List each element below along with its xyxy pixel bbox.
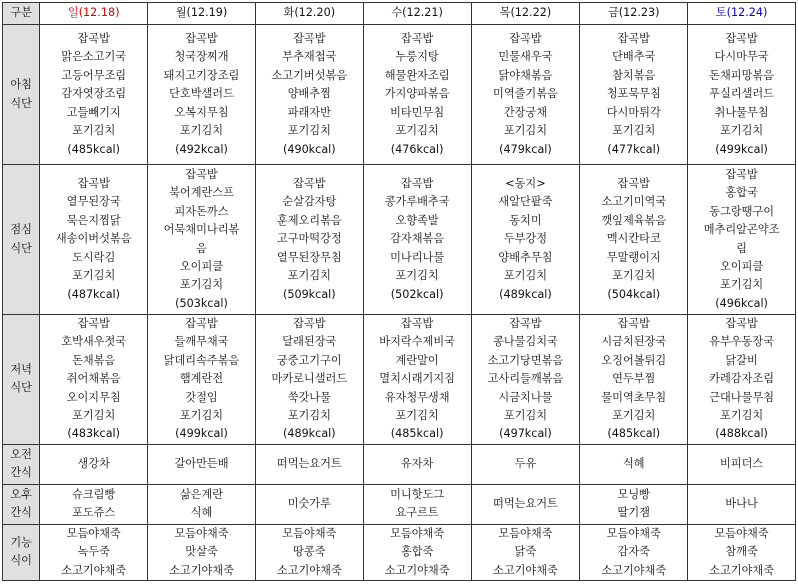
menu-cell bbox=[688, 25, 796, 165]
menu-item: 잡곡밥 bbox=[293, 177, 326, 191]
menu-item: 삶은계란 bbox=[179, 487, 224, 501]
menu-item: 비피더스 bbox=[719, 457, 764, 471]
menu-item: 도시락김 bbox=[72, 250, 116, 264]
menu-item: (496kcal) bbox=[715, 296, 768, 310]
menu-item: 포기김치 bbox=[719, 409, 764, 423]
menu-cell bbox=[688, 484, 796, 524]
menu-item: 깻잎제육볶음 bbox=[601, 213, 667, 227]
menu-item: 포기김치 bbox=[287, 269, 331, 283]
menu-item: 소고기야채죽 bbox=[493, 563, 558, 577]
menu-item: 감자엿장조림 bbox=[61, 87, 127, 101]
row-header-line: 기능 bbox=[10, 536, 32, 550]
menu-item: 소고기버섯볶음 bbox=[271, 68, 348, 82]
menu-cell bbox=[471, 25, 580, 165]
menu-item: 잡곡밥 bbox=[617, 177, 650, 191]
menu-item: 미니핫도그 bbox=[390, 487, 445, 501]
menu-item: 고들빼기지 bbox=[66, 105, 121, 119]
menu-item: 잡곡밥 bbox=[400, 317, 434, 330]
menu-item: 모듬야채죽 bbox=[606, 526, 661, 540]
menu-item: 모듬야채죽 bbox=[714, 526, 769, 540]
corner-header: 구분 bbox=[3, 3, 40, 25]
menu-item: 양배추무침 bbox=[498, 250, 553, 264]
menu-item: 쥐어채볶음 bbox=[66, 372, 121, 386]
menu-cell bbox=[688, 444, 796, 484]
row-header-line: 간식 bbox=[10, 466, 32, 480]
afternoon-snack-row bbox=[3, 484, 796, 524]
row-header bbox=[3, 524, 40, 580]
menu-item: 잡곡밥 bbox=[77, 32, 110, 46]
menu-item: 미나리나물 bbox=[390, 250, 445, 264]
menu-item: 소고기야채죽 bbox=[61, 563, 127, 577]
menu-item: 카레감자조림 bbox=[709, 372, 774, 386]
menu-cell bbox=[580, 484, 688, 524]
menu-cell bbox=[580, 315, 688, 445]
menu-item: 참치볶음 bbox=[612, 68, 656, 82]
lunch-row bbox=[3, 165, 796, 315]
menu-item: 고등어무조림 bbox=[61, 68, 127, 82]
menu-item: (479kcal) bbox=[499, 142, 552, 156]
menu-item: 감자죽 bbox=[617, 545, 650, 559]
menu-item: 들깨무채국 bbox=[174, 335, 229, 349]
menu-item: 유자청무생채 bbox=[384, 390, 450, 404]
menu-item: 모듬야채죽 bbox=[498, 526, 553, 540]
menu-item: 햄계란전 bbox=[179, 372, 224, 386]
menu-item: 피자돈까스 bbox=[174, 204, 229, 218]
menu-item: 포기김치 bbox=[179, 124, 224, 138]
menu-item: 요구르트 bbox=[395, 506, 439, 520]
menu-cell bbox=[363, 165, 471, 315]
menu-cell bbox=[40, 524, 148, 580]
menu-item: 갓절임 bbox=[185, 390, 218, 404]
menu-cell bbox=[471, 444, 580, 484]
menu-item: 포기김치 bbox=[612, 269, 656, 283]
row-header-line: 식단 bbox=[10, 381, 32, 395]
menu-item: 땅콩죽 bbox=[293, 545, 326, 559]
menu-item: 미역줄기볶음 bbox=[493, 87, 558, 101]
day-label: 수(12.21) bbox=[391, 6, 443, 20]
menu-item: 포기김치 bbox=[503, 409, 548, 423]
menu-item: 잡곡밥 bbox=[617, 317, 650, 330]
menu-item: 소고기야채죽 bbox=[384, 563, 450, 577]
menu-item: 소고기야채죽 bbox=[601, 563, 667, 577]
menu-cell bbox=[40, 484, 148, 524]
menu-cell bbox=[688, 315, 796, 445]
menu-item: 동그랑땡구이 bbox=[709, 204, 774, 218]
menu-item: (492kcal) bbox=[175, 142, 228, 156]
menu-item: 참깨죽 bbox=[725, 545, 758, 559]
menu-item: 단배추국 bbox=[612, 50, 656, 64]
menu-cell bbox=[255, 524, 363, 580]
menu-item: 새송이버섯볶음 bbox=[55, 232, 132, 246]
menu-item: 어묵채미나리볶 bbox=[163, 223, 240, 237]
menu-item: 다시마무국 bbox=[714, 50, 769, 64]
menu-item: 푸실리샐러드 bbox=[709, 87, 774, 101]
day-header bbox=[471, 3, 580, 25]
menu-item: 돈채볶음 bbox=[72, 353, 116, 367]
menu-item: 계란말이 bbox=[395, 353, 439, 367]
menu-cell bbox=[471, 165, 580, 315]
row-header-line: 간식 bbox=[10, 506, 32, 520]
menu-item: 다시마튀각 bbox=[606, 105, 661, 119]
menu-cell bbox=[255, 25, 363, 165]
menu-item: 돼지고기장조림 bbox=[163, 68, 240, 82]
menu-item: 잡곡밥 bbox=[400, 177, 434, 191]
menu-item: 시금치나물 bbox=[498, 390, 553, 404]
menu-cell bbox=[363, 25, 471, 165]
menu-item: 포기김치 bbox=[395, 269, 439, 283]
menu-item: 모듬야채죽 bbox=[66, 526, 121, 540]
menu-item: 오향족발 bbox=[395, 213, 439, 227]
menu-item: 슈크림빵 bbox=[72, 487, 116, 501]
menu-item: 식혜 bbox=[190, 506, 213, 520]
menu-item: 맑은소고기국 bbox=[61, 50, 127, 64]
menu-item: 포기김치 bbox=[719, 124, 764, 138]
menu-item: 청포묵무침 bbox=[606, 87, 661, 101]
menu-item: 오복지무침 bbox=[174, 105, 229, 119]
menu-item: (488kcal) bbox=[715, 427, 768, 441]
menu-cell bbox=[363, 444, 471, 484]
menu-item: 소고기야채죽 bbox=[276, 563, 342, 577]
menu-item: 포도쥬스 bbox=[72, 506, 116, 520]
day-header bbox=[363, 3, 471, 25]
menu-cell bbox=[580, 25, 688, 165]
day-header bbox=[580, 3, 688, 25]
menu-item: 소고기야채죽 bbox=[709, 563, 774, 577]
menu-item: 포기김치 bbox=[719, 278, 764, 292]
menu-item: 파래자반 bbox=[287, 105, 331, 119]
row-header-line: 점심 bbox=[10, 223, 32, 237]
menu-item: (485kcal) bbox=[67, 142, 121, 156]
row-header bbox=[3, 25, 40, 165]
row-header-line: 식이 bbox=[10, 554, 32, 568]
menu-item: 포기김치 bbox=[72, 409, 116, 423]
day-label: 월(12.19) bbox=[175, 6, 228, 20]
menu-item: 훈제오리볶음 bbox=[276, 213, 342, 227]
menu-item: 떠먹는요거트 bbox=[276, 457, 342, 471]
menu-item: 오징어볼튀김 bbox=[601, 353, 667, 367]
menu-item: 누룽지탕 bbox=[395, 50, 439, 64]
menu-item: 잡곡밥 bbox=[509, 32, 542, 46]
menu-item: 마카로니샐러드 bbox=[271, 372, 348, 386]
menu-item: 녹두죽 bbox=[77, 545, 110, 559]
menu-item: 청국장찌개 bbox=[174, 50, 229, 64]
menu-item: (485kcal) bbox=[390, 427, 444, 441]
menu-cell bbox=[363, 315, 471, 445]
menu-item: 콩나물김치국 bbox=[493, 335, 558, 349]
menu-item: 양배추찜 bbox=[287, 87, 331, 101]
menu-item: 포기김치 bbox=[72, 124, 116, 138]
menu-item: 두부강정 bbox=[503, 232, 548, 246]
menu-item: 잡곡밥 bbox=[400, 32, 434, 46]
menu-item: 모듬야채죽 bbox=[174, 526, 229, 540]
menu-item: 잡곡밥 bbox=[509, 317, 542, 330]
menu-item: (487kcal) bbox=[67, 287, 121, 301]
menu-item: 잡곡밥 bbox=[293, 317, 326, 330]
menu-item: 딸기잼 bbox=[617, 506, 650, 520]
menu-item: (497kcal) bbox=[499, 427, 552, 441]
menu-item: 홍합국 bbox=[725, 186, 758, 200]
menu-item: 림 bbox=[736, 241, 747, 255]
menu-item: 잡곡밥 bbox=[293, 32, 326, 46]
menu-item: 감자채볶음 bbox=[390, 232, 445, 246]
menu-item: 취나물무침 bbox=[714, 105, 769, 119]
menu-cell bbox=[255, 444, 363, 484]
menu-item: 물미역초무침 bbox=[601, 390, 667, 404]
dinner-row bbox=[3, 315, 796, 445]
menu-item: 떠먹는요거트 bbox=[493, 497, 558, 511]
menu-item: (509kcal) bbox=[282, 287, 336, 301]
menu-item: (504kcal) bbox=[607, 287, 661, 301]
menu-item: (485kcal) bbox=[607, 427, 661, 441]
row-header bbox=[3, 315, 40, 445]
menu-item: 포기김치 bbox=[503, 124, 548, 138]
menu-item: 소고기당면볶음 bbox=[487, 353, 564, 367]
menu-item: 바나나 bbox=[725, 497, 758, 511]
row-header bbox=[3, 165, 40, 315]
menu-item: 잡곡밥 bbox=[725, 32, 758, 46]
menu-item: 오이피클 bbox=[179, 259, 224, 273]
menu-item: 모듬야채죽 bbox=[390, 526, 445, 540]
row-header bbox=[3, 484, 40, 524]
menu-item: 닭야채볶음 bbox=[498, 68, 553, 82]
menu-item: 두유 bbox=[514, 457, 537, 471]
menu-cell bbox=[580, 444, 688, 484]
menu-item: (502kcal) bbox=[390, 287, 444, 301]
morning-snack-row bbox=[3, 444, 796, 484]
menu-item: 달래된장국 bbox=[282, 335, 337, 349]
menu-item: 맛살죽 bbox=[185, 545, 218, 559]
menu-item: 북어계란스프 bbox=[169, 186, 234, 200]
menu-item: 간장궁채 bbox=[503, 105, 548, 119]
menu-item: 잡곡밥 bbox=[77, 317, 110, 330]
menu-cell bbox=[148, 484, 256, 524]
menu-item: 미숫가루 bbox=[287, 497, 331, 511]
menu-item: 식혜 bbox=[622, 457, 645, 471]
breakfast-row bbox=[3, 25, 796, 165]
menu-item: (483kcal) bbox=[67, 427, 121, 441]
menu-item: (503kcal) bbox=[175, 296, 228, 310]
menu-item: 유자차 bbox=[400, 457, 434, 471]
menu-body bbox=[3, 25, 796, 581]
day-header bbox=[40, 3, 148, 25]
menu-item: 시금치된장국 bbox=[601, 335, 667, 349]
menu-cell bbox=[40, 25, 148, 165]
menu-item: 연두부찜 bbox=[612, 372, 656, 386]
menu-item: 돈채피망볶음 bbox=[709, 68, 774, 82]
special-diet-row bbox=[3, 524, 796, 580]
menu-item: 부추재첩국 bbox=[282, 50, 337, 64]
menu-cell bbox=[688, 524, 796, 580]
menu-item: 바지락수제비국 bbox=[379, 335, 455, 349]
menu-cell bbox=[471, 524, 580, 580]
menu-item: (477kcal) bbox=[607, 142, 661, 156]
day-label: 목(12.22) bbox=[499, 6, 552, 20]
menu-item: 유부우동장국 bbox=[709, 335, 774, 349]
menu-item: 호박새우젓국 bbox=[61, 335, 127, 349]
menu-cell bbox=[148, 315, 256, 445]
menu-cell bbox=[40, 315, 148, 445]
menu-item: 포기김치 bbox=[287, 409, 331, 423]
menu-item: 오이피클 bbox=[719, 259, 764, 273]
menu-item: 고사리들깨볶음 bbox=[487, 372, 564, 386]
menu-item: 갈아만든배 bbox=[174, 457, 229, 471]
menu-cell bbox=[255, 484, 363, 524]
menu-cell bbox=[148, 25, 256, 165]
day-label: 금(12.23) bbox=[607, 6, 660, 20]
menu-item: 포기김치 bbox=[395, 124, 439, 138]
menu-cell bbox=[363, 484, 471, 524]
menu-item: 포기김치 bbox=[287, 124, 331, 138]
menu-item: 음 bbox=[196, 241, 207, 255]
menu-item: 포기김치 bbox=[612, 409, 656, 423]
menu-item: 비타민무침 bbox=[390, 105, 445, 119]
menu-item: 오이지무침 bbox=[66, 390, 121, 404]
menu-item: 잡곡밥 bbox=[77, 177, 110, 191]
menu-cell bbox=[471, 484, 580, 524]
row-header-line: 오전 bbox=[10, 447, 32, 461]
menu-item: 멕시칸타코 bbox=[606, 232, 661, 246]
menu-item: 궁중고기구이 bbox=[276, 353, 342, 367]
menu-item: 포기김치 bbox=[395, 409, 439, 423]
menu-cell bbox=[580, 165, 688, 315]
menu-item: (499kcal) bbox=[175, 427, 228, 441]
menu-item: (489kcal) bbox=[499, 287, 552, 301]
menu-cell bbox=[471, 315, 580, 445]
menu-cell bbox=[148, 524, 256, 580]
row-header-line: 저녁 bbox=[10, 363, 32, 377]
menu-cell bbox=[148, 444, 256, 484]
menu-item: 잡곡밥 bbox=[725, 317, 758, 330]
menu-item: (489kcal) bbox=[282, 427, 336, 441]
menu-item: 순살감자탕 bbox=[282, 195, 337, 209]
menu-item: 닭데리속주볶음 bbox=[163, 353, 240, 367]
menu-item: 쑥갓나물 bbox=[287, 390, 331, 404]
day-header bbox=[148, 3, 256, 25]
menu-item: 열무된장국 bbox=[66, 195, 121, 209]
menu-cell bbox=[255, 315, 363, 445]
row-header-line: 식단 bbox=[10, 241, 32, 255]
menu-item: 동치미 bbox=[509, 213, 542, 227]
day-label: 일(12.18) bbox=[67, 6, 120, 20]
menu-item: 고구마떡강정 bbox=[276, 232, 342, 246]
menu-cell bbox=[363, 524, 471, 580]
menu-item: 잡곡밥 bbox=[725, 167, 758, 181]
menu-cell bbox=[255, 165, 363, 315]
menu-item: 민물새우국 bbox=[498, 50, 553, 64]
menu-item: 잡곡밥 bbox=[185, 32, 218, 46]
row-header bbox=[3, 444, 40, 484]
menu-item: 소고기야채죽 bbox=[169, 563, 234, 577]
menu-item: 메추리알곤약조 bbox=[703, 223, 780, 237]
menu-item: 생강차 bbox=[77, 457, 110, 471]
day-header bbox=[255, 3, 363, 25]
menu-item: 모닝빵 bbox=[617, 487, 650, 501]
menu-item: 소고기미역국 bbox=[601, 195, 667, 209]
menu-item: (499kcal) bbox=[715, 142, 768, 156]
menu-item: 포기김치 bbox=[179, 409, 224, 423]
menu-item: (490kcal) bbox=[282, 142, 336, 156]
menu-item: 포기김치 bbox=[503, 269, 548, 283]
menu-item: 잡곡밥 bbox=[617, 32, 650, 46]
menu-item: 포기김치 bbox=[179, 278, 224, 292]
menu-item: 해물완자조림 bbox=[384, 68, 450, 82]
menu-item: 포기김치 bbox=[72, 269, 116, 283]
menu-item: 묵은지찜닭 bbox=[66, 213, 121, 227]
day-header bbox=[688, 3, 796, 25]
menu-item: 멸치시래기지짐 bbox=[379, 372, 455, 386]
menu-item: 콩가루배추국 bbox=[384, 195, 450, 209]
row-header-line: 오후 bbox=[10, 487, 32, 501]
row-header-line: 식단 bbox=[10, 96, 32, 110]
menu-item: (476kcal) bbox=[390, 142, 444, 156]
menu-cell bbox=[40, 444, 148, 484]
menu-cell bbox=[40, 165, 148, 315]
weekly-menu-table bbox=[2, 2, 796, 581]
menu-item: 포기김치 bbox=[612, 124, 656, 138]
menu-item: 단호박샐러드 bbox=[169, 87, 234, 101]
menu-item: <동지> bbox=[505, 177, 546, 191]
menu-item: 닭죽 bbox=[514, 545, 537, 559]
menu-item: 열무된장무침 bbox=[276, 250, 342, 264]
menu-cell bbox=[580, 524, 688, 580]
menu-item: 홍합죽 bbox=[400, 545, 434, 559]
menu-cell bbox=[148, 165, 256, 315]
day-label: 토(12.24) bbox=[715, 6, 768, 20]
header-row bbox=[3, 3, 796, 25]
menu-item: 잡곡밥 bbox=[185, 167, 218, 181]
day-label: 화(12.20) bbox=[283, 6, 336, 20]
menu-item: 근대나물무침 bbox=[709, 390, 774, 404]
menu-item: 잡곡밥 bbox=[185, 317, 218, 330]
row-header-line: 아침 bbox=[10, 78, 32, 92]
menu-item: 새알단팥죽 bbox=[498, 195, 553, 209]
menu-item: 모듬야채죽 bbox=[282, 526, 337, 540]
menu-item: 무말랭이지 bbox=[606, 250, 661, 264]
menu-item: 가지양파볶음 bbox=[384, 87, 450, 101]
menu-item: 닭갈비 bbox=[725, 353, 758, 367]
menu-cell bbox=[688, 165, 796, 315]
